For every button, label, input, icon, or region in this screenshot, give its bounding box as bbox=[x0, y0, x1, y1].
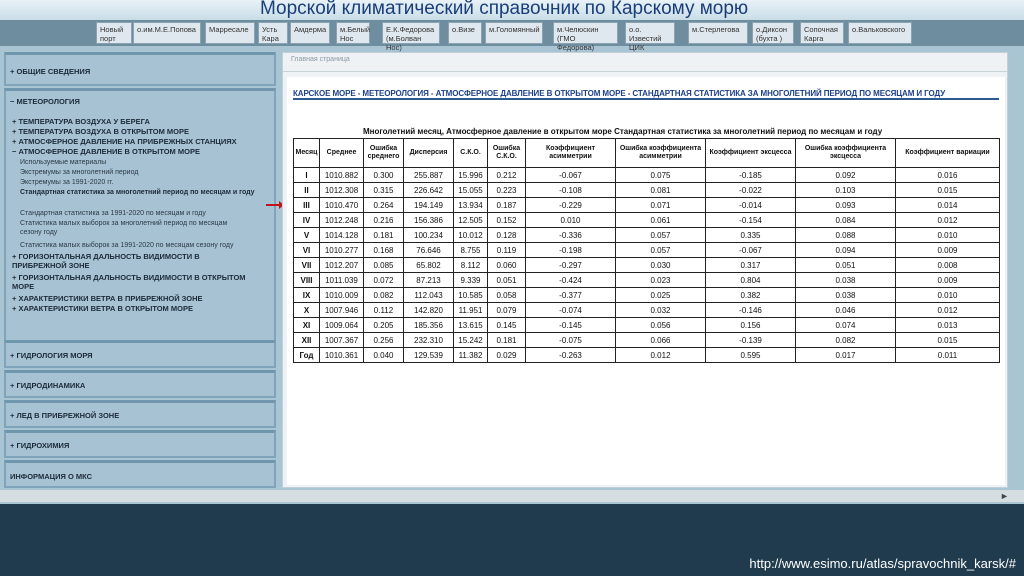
value-cell: 0.009 bbox=[896, 243, 1000, 258]
value-cell: -0.075 bbox=[526, 333, 616, 348]
table-row bbox=[294, 348, 1000, 363]
nav-station-button[interactable]: о.им.М.Е.Попова bbox=[133, 22, 201, 44]
value-cell: 0.103 bbox=[796, 183, 896, 198]
nav-station-button[interactable]: Усть Кара bbox=[258, 22, 288, 44]
expand-icon: + bbox=[10, 411, 15, 420]
menu-item[interactable]: + ГОРИЗОНТАЛЬНАЯ ДАЛЬНОСТЬ ВИДИМОСТИ В ОТКРЫТОМ МОРЕ bbox=[12, 273, 246, 291]
value-cell: -0.139 bbox=[706, 333, 796, 348]
value-cell: -0.185 bbox=[706, 168, 796, 183]
value-cell: 0.038 bbox=[796, 273, 896, 288]
value-cell: 1014.128 bbox=[320, 228, 364, 243]
value-cell: 0.057 bbox=[616, 228, 706, 243]
value-cell: -0.154 bbox=[706, 213, 796, 228]
section-general[interactable] bbox=[4, 52, 276, 86]
value-cell: -0.074 bbox=[526, 303, 616, 318]
value-cell: 1011.039 bbox=[320, 273, 364, 288]
value-cell: 0.093 bbox=[796, 198, 896, 213]
menu-item[interactable]: + АТМОСФЕРНОЕ ДАВЛЕНИЕ НА ПРИБРЕЖНЫХ СТАНЦИЯХ bbox=[12, 137, 237, 146]
value-cell: 0.256 bbox=[364, 333, 404, 348]
value-cell: 142.820 bbox=[404, 303, 454, 318]
value-cell: 1012.308 bbox=[320, 183, 364, 198]
value-cell: 10.585 bbox=[454, 288, 488, 303]
value-cell: 0.382 bbox=[706, 288, 796, 303]
month-cell: VIII bbox=[294, 273, 320, 288]
value-cell: 100.234 bbox=[404, 228, 454, 243]
value-cell: 0.025 bbox=[616, 288, 706, 303]
value-cell: 0.051 bbox=[796, 258, 896, 273]
table-row bbox=[294, 168, 1000, 183]
value-cell: 0.038 bbox=[796, 288, 896, 303]
nav-station-button[interactable]: Амдерма bbox=[290, 22, 330, 44]
table-row bbox=[294, 258, 1000, 273]
table-caption: Многолетний месяц, Атмосферное давление в открытом море Стандартная статистика за многолетний период по месяцам и году bbox=[363, 127, 883, 136]
scroll-right-arrow-icon[interactable]: ► bbox=[1000, 491, 1009, 501]
value-cell: 11.951 bbox=[454, 303, 488, 318]
value-cell: -0.229 bbox=[526, 198, 616, 213]
value-cell: 0.315 bbox=[364, 183, 404, 198]
value-cell: 0.119 bbox=[488, 243, 526, 258]
value-cell: -0.377 bbox=[526, 288, 616, 303]
nav-station-button[interactable]: Новый порт bbox=[96, 22, 132, 44]
value-cell: 15.242 bbox=[454, 333, 488, 348]
site-title: Морской климатический справочник по Карскому морю bbox=[260, 0, 749, 19]
value-cell: 0.061 bbox=[616, 213, 706, 228]
station-nav bbox=[0, 20, 1024, 52]
value-cell: 0.595 bbox=[706, 348, 796, 363]
section-hydrology[interactable] bbox=[4, 340, 276, 368]
expand-icon: + bbox=[10, 441, 15, 450]
value-cell: 255.887 bbox=[404, 168, 454, 183]
value-cell: 0.040 bbox=[364, 348, 404, 363]
month-cell: I bbox=[294, 168, 320, 183]
value-cell: 0.085 bbox=[364, 258, 404, 273]
section-general-title: ОБЩИЕ СВЕДЕНИЯ bbox=[16, 67, 91, 76]
value-cell: 0.029 bbox=[488, 348, 526, 363]
section-hydrodynamics[interactable] bbox=[4, 370, 276, 398]
value-cell: -0.297 bbox=[526, 258, 616, 273]
main-content bbox=[282, 52, 1008, 488]
submenu-link[interactable]: Стандартная статистика за 1991-2020 по месяцам и году bbox=[20, 210, 206, 217]
value-cell: 76.646 bbox=[404, 243, 454, 258]
column-header: Ошибка среднего bbox=[364, 139, 404, 168]
value-cell: 0.058 bbox=[488, 288, 526, 303]
page-heading: КАРСКОЕ МОРЕ - МЕТЕОРОЛОГИЯ - АТМОСФЕРНОЕ ДАВЛЕНИЕ В ОТКРЫТОМ МОРЕ - СТАНДАРТНАЯ СТАТИСТИКА ЗА МНОГОЛЕТНИЙ ПЕРИОД ПО МЕСЯЦАМ И ГОДУ bbox=[293, 89, 946, 98]
value-cell: 0.072 bbox=[364, 273, 404, 288]
column-header: С.К.О. bbox=[454, 139, 488, 168]
value-cell: 0.079 bbox=[488, 303, 526, 318]
value-cell: 0.092 bbox=[796, 168, 896, 183]
section-ice[interactable] bbox=[4, 400, 276, 428]
statistics-table bbox=[293, 138, 1000, 363]
value-cell: -0.108 bbox=[526, 183, 616, 198]
section-ice-title: ЛЕД В ПРИБРЕЖНОЙ ЗОНЕ bbox=[16, 411, 120, 420]
value-cell: 0.082 bbox=[796, 333, 896, 348]
value-cell: 0.009 bbox=[896, 273, 1000, 288]
sidebar bbox=[4, 52, 276, 488]
value-cell: 185.356 bbox=[404, 318, 454, 333]
value-cell: 232.310 bbox=[404, 333, 454, 348]
value-cell: 0.010 bbox=[526, 213, 616, 228]
table-row bbox=[294, 318, 1000, 333]
table-body bbox=[294, 168, 1000, 363]
value-cell: 0.264 bbox=[364, 198, 404, 213]
value-cell: 0.017 bbox=[796, 348, 896, 363]
nav-station-button[interactable]: Марресале bbox=[205, 22, 255, 44]
value-cell: 0.015 bbox=[896, 183, 1000, 198]
month-cell: Год bbox=[294, 348, 320, 363]
value-cell: 0.082 bbox=[364, 288, 404, 303]
value-cell: 0.317 bbox=[706, 258, 796, 273]
section-hydrochemistry-title: ГИДРОХИМИЯ bbox=[16, 441, 70, 450]
value-cell: 0.056 bbox=[616, 318, 706, 333]
value-cell: 1010.009 bbox=[320, 288, 364, 303]
value-cell: 0.156 bbox=[706, 318, 796, 333]
value-cell: 0.168 bbox=[364, 243, 404, 258]
value-cell: -0.424 bbox=[526, 273, 616, 288]
month-cell: VII bbox=[294, 258, 320, 273]
value-cell: 0.088 bbox=[796, 228, 896, 243]
submenu-link-active[interactable]: Стандартная статистика за многолетний период по месяцам и году bbox=[20, 189, 255, 196]
value-cell: 0.060 bbox=[488, 258, 526, 273]
value-cell: 0.016 bbox=[896, 168, 1000, 183]
value-cell: 0.046 bbox=[796, 303, 896, 318]
table-row bbox=[294, 198, 1000, 213]
heading-underline bbox=[293, 98, 999, 100]
value-cell: 1007.367 bbox=[320, 333, 364, 348]
value-cell: 10.012 bbox=[454, 228, 488, 243]
value-cell: -0.263 bbox=[526, 348, 616, 363]
value-cell: -0.198 bbox=[526, 243, 616, 258]
value-cell: 0.094 bbox=[796, 243, 896, 258]
value-cell: 15.055 bbox=[454, 183, 488, 198]
month-cell: XII bbox=[294, 333, 320, 348]
table-row bbox=[294, 273, 1000, 288]
month-cell: V bbox=[294, 228, 320, 243]
menu-item[interactable]: + ХАРАКТЕРИСТИКИ ВЕТРА В ОТКРЫТОМ МОРЕ bbox=[12, 304, 193, 313]
breadcrumb[interactable]: Главная страница bbox=[291, 56, 350, 63]
value-cell: 0.032 bbox=[616, 303, 706, 318]
value-cell: 112.043 bbox=[404, 288, 454, 303]
value-cell: 0.010 bbox=[896, 228, 1000, 243]
table-row bbox=[294, 183, 1000, 198]
expand-icon: + bbox=[10, 351, 15, 360]
value-cell: 0.014 bbox=[896, 198, 1000, 213]
menu-item-pressure-open-sea[interactable]: − АТМОСФЕРНОЕ ДАВЛЕНИЕ В ОТКРЫТОМ МОРЕ bbox=[12, 147, 200, 156]
value-cell: 0.181 bbox=[364, 228, 404, 243]
value-cell: 15.996 bbox=[454, 168, 488, 183]
section-mks-info[interactable] bbox=[4, 460, 276, 488]
value-cell: 13.934 bbox=[454, 198, 488, 213]
pointer-arrow-icon bbox=[266, 204, 280, 206]
value-cell: 65.802 bbox=[404, 258, 454, 273]
value-cell: 0.804 bbox=[706, 273, 796, 288]
value-cell: 11.382 bbox=[454, 348, 488, 363]
table-row bbox=[294, 213, 1000, 228]
value-cell: 0.128 bbox=[488, 228, 526, 243]
table-row bbox=[294, 333, 1000, 348]
value-cell: 156.386 bbox=[404, 213, 454, 228]
value-cell: 0.181 bbox=[488, 333, 526, 348]
month-cell: III bbox=[294, 198, 320, 213]
nav-station-button[interactable]: Е.К.Федорова (м.Болван Нос) bbox=[382, 22, 440, 44]
value-cell: 12.505 bbox=[454, 213, 488, 228]
nav-station-button[interactable]: о.о. Известий ЦИК bbox=[625, 22, 675, 44]
value-cell: 0.300 bbox=[364, 168, 404, 183]
nav-station-button[interactable]: Сопочная Карга bbox=[800, 22, 844, 44]
column-header: Коэффициент вариации bbox=[896, 139, 1000, 168]
value-cell: -0.067 bbox=[706, 243, 796, 258]
value-cell: 0.084 bbox=[796, 213, 896, 228]
value-cell: 1010.277 bbox=[320, 243, 364, 258]
table-row bbox=[294, 228, 1000, 243]
column-header: Среднее bbox=[320, 139, 364, 168]
submenu-link[interactable]: Экстремумы за 1991-2020 гг. bbox=[20, 179, 114, 186]
value-cell: 0.012 bbox=[616, 348, 706, 363]
month-cell: IX bbox=[294, 288, 320, 303]
value-cell: 0.216 bbox=[364, 213, 404, 228]
section-mks-info-title: ИНФОРМАЦИЯ О МКС bbox=[10, 472, 93, 481]
section-meteorology[interactable] bbox=[4, 88, 276, 342]
value-cell: -0.014 bbox=[706, 198, 796, 213]
section-hydrology-title: ГИДРОЛОГИЯ МОРЯ bbox=[16, 351, 93, 360]
section-meteorology-title: МЕТЕОРОЛОГИЯ bbox=[16, 97, 80, 106]
value-cell: 0.066 bbox=[616, 333, 706, 348]
value-cell: -0.022 bbox=[706, 183, 796, 198]
expand-icon: + bbox=[10, 381, 15, 390]
month-cell: VI bbox=[294, 243, 320, 258]
value-cell: 8.755 bbox=[454, 243, 488, 258]
value-cell: 1010.470 bbox=[320, 198, 364, 213]
column-header: Ошибка коэффициента эксцесса bbox=[796, 139, 896, 168]
menu-item[interactable]: + ТЕМПЕРАТУРА ВОЗДУХА У БЕРЕГА bbox=[12, 117, 150, 126]
value-cell: 0.057 bbox=[616, 243, 706, 258]
column-header: Дисперсия bbox=[404, 139, 454, 168]
value-cell: 0.075 bbox=[616, 168, 706, 183]
column-header: Ошибка С.К.О. bbox=[488, 139, 526, 168]
value-cell: 0.223 bbox=[488, 183, 526, 198]
value-cell: 0.112 bbox=[364, 303, 404, 318]
table-row bbox=[294, 243, 1000, 258]
value-cell: 0.008 bbox=[896, 258, 1000, 273]
table-row bbox=[294, 303, 1000, 318]
value-cell: 9.339 bbox=[454, 273, 488, 288]
column-header: Коэффициент эксцесса bbox=[706, 139, 796, 168]
value-cell: -0.146 bbox=[706, 303, 796, 318]
month-cell: IV bbox=[294, 213, 320, 228]
nav-station-button[interactable]: м.Стерлегова bbox=[688, 22, 748, 44]
content-panel bbox=[287, 77, 1005, 485]
value-cell: 0.012 bbox=[896, 213, 1000, 228]
column-header: Месяц bbox=[294, 139, 320, 168]
horizontal-scrollbar[interactable] bbox=[0, 490, 1024, 502]
value-cell: 0.012 bbox=[896, 303, 1000, 318]
value-cell: 1009.064 bbox=[320, 318, 364, 333]
nav-station-button[interactable]: о.Диксон (бухта ) bbox=[752, 22, 794, 44]
nav-station-button[interactable]: м.Белый Нос bbox=[336, 22, 370, 44]
value-cell: 0.051 bbox=[488, 273, 526, 288]
submenu-link[interactable]: Статистика малых выборок за 1991-2020 по месяцам сезону году bbox=[20, 242, 234, 249]
nav-station-button[interactable]: м.Голомянный bbox=[485, 22, 543, 44]
value-cell: 1010.882 bbox=[320, 168, 364, 183]
menu-item[interactable]: + ТЕМПЕРАТУРА ВОЗДУХА В ОТКРЫТОМ МОРЕ bbox=[12, 127, 190, 136]
menu-item[interactable]: + ХАРАКТЕРИСТИКИ ВЕТРА В ПРИБРЕЖНОЙ ЗОНЕ bbox=[12, 294, 203, 303]
submenu-link[interactable]: Статистика малых выборок за многолетний период по месяцам сезону году bbox=[20, 220, 228, 236]
value-cell: 0.015 bbox=[896, 333, 1000, 348]
value-cell: 0.013 bbox=[896, 318, 1000, 333]
nav-station-button[interactable]: о.Визе bbox=[448, 22, 482, 44]
menu-item[interactable]: + ГОРИЗОНТАЛЬНАЯ ДАЛЬНОСТЬ ВИДИМОСТИ В ПРИБРЕЖНОЙ ЗОНЕ bbox=[12, 252, 200, 270]
value-cell: 0.205 bbox=[364, 318, 404, 333]
value-cell: 0.011 bbox=[896, 348, 1000, 363]
value-cell: -0.067 bbox=[526, 168, 616, 183]
value-cell: 194.149 bbox=[404, 198, 454, 213]
site-header bbox=[0, 0, 1024, 20]
month-cell: X bbox=[294, 303, 320, 318]
section-hydrodynamics-title: ГИДРОДИНАМИКА bbox=[16, 381, 86, 390]
value-cell: 0.187 bbox=[488, 198, 526, 213]
value-cell: 0.074 bbox=[796, 318, 896, 333]
nav-station-button[interactable]: о.Вальковского bbox=[848, 22, 912, 44]
column-header: Ошибка коэффициента асимметрии bbox=[616, 139, 706, 168]
divider bbox=[283, 71, 1007, 72]
footer-url: http://www.esimo.ru/atlas/spravochnik_karsk/# bbox=[749, 556, 1016, 571]
value-cell: 0.023 bbox=[616, 273, 706, 288]
value-cell: 1007.946 bbox=[320, 303, 364, 318]
value-cell: 0.071 bbox=[616, 198, 706, 213]
value-cell: 87.213 bbox=[404, 273, 454, 288]
submenu-link[interactable]: Используемые материалы bbox=[20, 159, 107, 166]
value-cell: 1012.207 bbox=[320, 258, 364, 273]
value-cell: 0.152 bbox=[488, 213, 526, 228]
table-row bbox=[294, 288, 1000, 303]
value-cell: 0.081 bbox=[616, 183, 706, 198]
value-cell: 0.145 bbox=[488, 318, 526, 333]
value-cell: 0.030 bbox=[616, 258, 706, 273]
value-cell: 13.615 bbox=[454, 318, 488, 333]
collapse-icon: − bbox=[10, 97, 15, 106]
section-hydrochemistry[interactable] bbox=[4, 430, 276, 458]
value-cell: 0.212 bbox=[488, 168, 526, 183]
value-cell: 129.539 bbox=[404, 348, 454, 363]
month-cell: XI bbox=[294, 318, 320, 333]
value-cell: 1012.248 bbox=[320, 213, 364, 228]
month-cell: II bbox=[294, 183, 320, 198]
column-header: Коэффициент асимметрии bbox=[526, 139, 616, 168]
value-cell: 0.010 bbox=[896, 288, 1000, 303]
value-cell: -0.336 bbox=[526, 228, 616, 243]
value-cell: -0.145 bbox=[526, 318, 616, 333]
submenu-link[interactable]: Экстремумы за многолетний период bbox=[20, 169, 139, 176]
table-header-row bbox=[294, 139, 1000, 168]
value-cell: 226.642 bbox=[404, 183, 454, 198]
value-cell: 1010.361 bbox=[320, 348, 364, 363]
value-cell: 0.335 bbox=[706, 228, 796, 243]
expand-icon: + bbox=[10, 67, 15, 76]
nav-station-button[interactable]: м.Челюскин (ГМО Федорова) bbox=[553, 22, 618, 44]
value-cell: 8.112 bbox=[454, 258, 488, 273]
